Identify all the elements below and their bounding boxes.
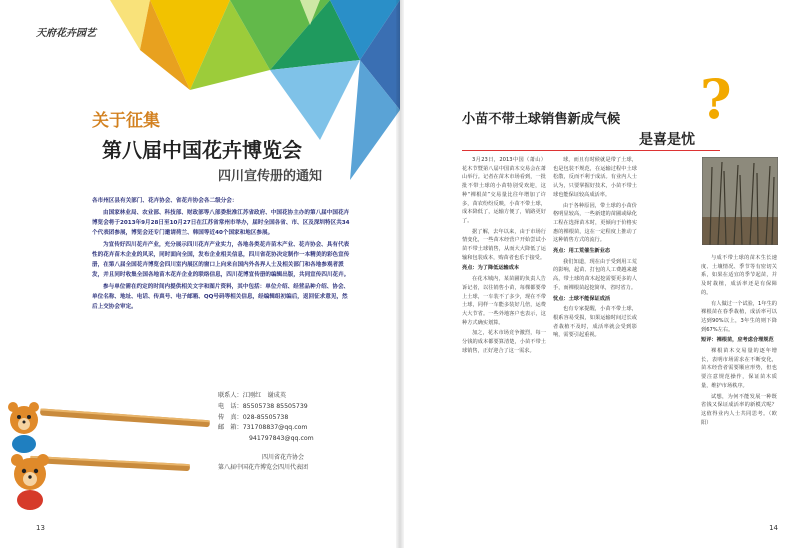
contact-block	[218, 391, 314, 445]
page-number-right: 14	[769, 524, 778, 532]
article-subheading: 亮点：用工荒催生新业态	[553, 248, 611, 255]
article-paragraph: 据了解，去年以来，由于市场行情变化，一些苗木经营户开始尝试小苗不带土球销售，从而大大降低了运输和包装成本，购苗者也乐于接受。	[462, 228, 546, 261]
article-subheading: 亮点：为了降低运输成本	[462, 265, 520, 272]
notice-paragraph: 参与单位需在约定的时间内提供相关文字和图片资料，其中包括：单位介绍、经营品种介绍、协会、单位名称、地址、电话、传真号、电子邮箱、QQ号码等相关信息，经编辑组初编后，返回征求意见，然后上交协会审定。	[92, 284, 350, 310]
article-paragraph: 3月23日，2013中国（萧山）花木节暨第八届中国苗木交易会在萧山举行。记者在苗木市场看到，一批批不带土球的小苗特别受欢迎，这种“裸根苗”交易量比往年增加了许多，苗农纷纷反映，小苗不带土球，成本降低了，运输方便了，销路更好了。	[462, 157, 546, 224]
article-paragraph: 也有专家提醒，小苗不带土球，根系容易受损，如果运输时间过长或者栽植不及时，成活率就会受到影响，需要引起重视。	[553, 306, 637, 339]
bear-pencils-illustration	[0, 400, 215, 548]
contact-fax: 传 真：028-85505738	[218, 413, 289, 421]
article-title-line-1: 小苗不带土球销售新成气候	[462, 112, 621, 127]
seedlings-photo	[702, 157, 778, 245]
article-paragraph: 我们知道，现在由于受到用工荒的影响，起苗、打包的人工费越来越高，带土球的苗木起挖需要更多的人手，而裸根苗起挖简单，省时省力。	[553, 258, 637, 291]
headline-kicker: 关于征集	[92, 111, 160, 131]
signature-org-2: 第八届中国花卉博览会四川代表团	[218, 464, 309, 471]
page-fold	[396, 0, 404, 548]
article-paragraph: 有人做过一个试验，1年生的裸根苗在春季栽植，成活率可以达到90%以上，3年生的则下降到67%左右。	[701, 300, 777, 333]
notice-paragraph: 由国家林业局、农业部、科技部、财政部等八部委批准江苏省政府、中国花协主办的第八届中国花卉博览会将于2013年9月28日至10月27日在江苏省常州市举办，届时全国各省、市、区及深圳特区共34个代表团参展，博览会还专门邀请荷兰、韩国等近40个国家和地区参展。	[92, 210, 350, 236]
contact-person: 联系人：江刚红 谢成英	[218, 392, 287, 399]
signature-block	[218, 453, 308, 473]
notice-salutation: 各市州区县有关部门、花卉协会、省花卉协会各二级分会：	[92, 198, 238, 204]
signature-org-1: 四川省花卉协会	[262, 454, 305, 461]
article-column-2	[553, 156, 637, 486]
article-paragraph: 由于各种原因，带土球的小苗价格明显较高，一些新建的苗圃或绿化工程在选择苗木时，更倾向于价格实惠的裸根苗，这在一定程度上推动了这种销售方式的流行。	[553, 202, 637, 244]
contact-email-2: 941797843@qq.com	[249, 435, 314, 443]
notice-paragraph: 为宣传好四川花卉产业，充分展示四川花卉产业实力，各地各类花卉苗木产业、花卉协会、具有代表性的花卉苗木企业的风采，同时面向全国，发布企业相关信息，四川省花协决定制作一本精美的彩色宣传册，在第八届全国花卉博览会四川室内展区的窗口上向来自国内外各界人士及相关部门和各地参观者派发，并且同时收集全国各地苗木花卉企业的联络信息，四川花博宣传册的编辑出版，共同宣传四川花卉。	[92, 242, 350, 278]
article-paragraph: 球，而且有时候就是带了土球，也是包装不规范，在运输过程中土球松散，反而不利于成活。有业内人士认为，只要掌握好技术，小苗不带土球也能保证较高成活率。	[553, 157, 637, 198]
article-subheading: 忧点：土球不能保证成活	[553, 295, 611, 302]
question-mark-graphic: ?	[700, 67, 732, 131]
article-title-line-2: 是喜是忧	[639, 132, 695, 148]
article-column-3	[701, 254, 777, 496]
contact-email: 邮 箱：731708837@qq.com	[218, 424, 308, 432]
article-paragraph: 试想，为何不能发展一种既省钱又保证成活率的新模式呢？这值得业内人士共同思考。（欧阳）	[701, 393, 777, 426]
article-paragraph: 裸根苗木交易量的逐年增长，表明市场需求在不断变化，苗木经营者需要顺应形势，但也要注意规范操作，保证苗木质量，维护市场秩序。	[701, 348, 777, 389]
right-page	[400, 0, 800, 548]
page-number-left: 13	[36, 524, 45, 532]
title-rule	[462, 150, 720, 151]
article-paragraph: 在花木城内，某苗圃的负责人告诉记者，以往销售小苗，每棵都要带上土球，一车装不了多少，现在不带土球，同样一车能多装好几倍，运费大大节省。一些外地客户也表示，这种方式确实划算。	[462, 276, 546, 326]
article-column-1	[462, 156, 546, 486]
contact-phone: 电 话：85505738 85505739	[218, 402, 308, 410]
headline-title: 第八届中国花卉博览会	[102, 138, 302, 162]
magazine-logo: 天府花卉园艺	[36, 28, 96, 39]
article-subheading: 短评：裸根苗，应考虑合理规范	[701, 337, 774, 344]
article-paragraph: 与成不带土球的苗木生长速度、土壤情况、季节等有密切关系，如果在适宜的季节起苗，并及时栽植，成活率还是有保障的。	[701, 255, 777, 296]
headline-subtitle: 四川宣传册的通知	[218, 169, 323, 184]
notice-body	[92, 196, 350, 314]
article-paragraph: 加之，花木市场竞争激烈，每一分钱的成本都要算清楚，小苗不带土球销售，正好迎合了这一需求。	[462, 330, 546, 354]
